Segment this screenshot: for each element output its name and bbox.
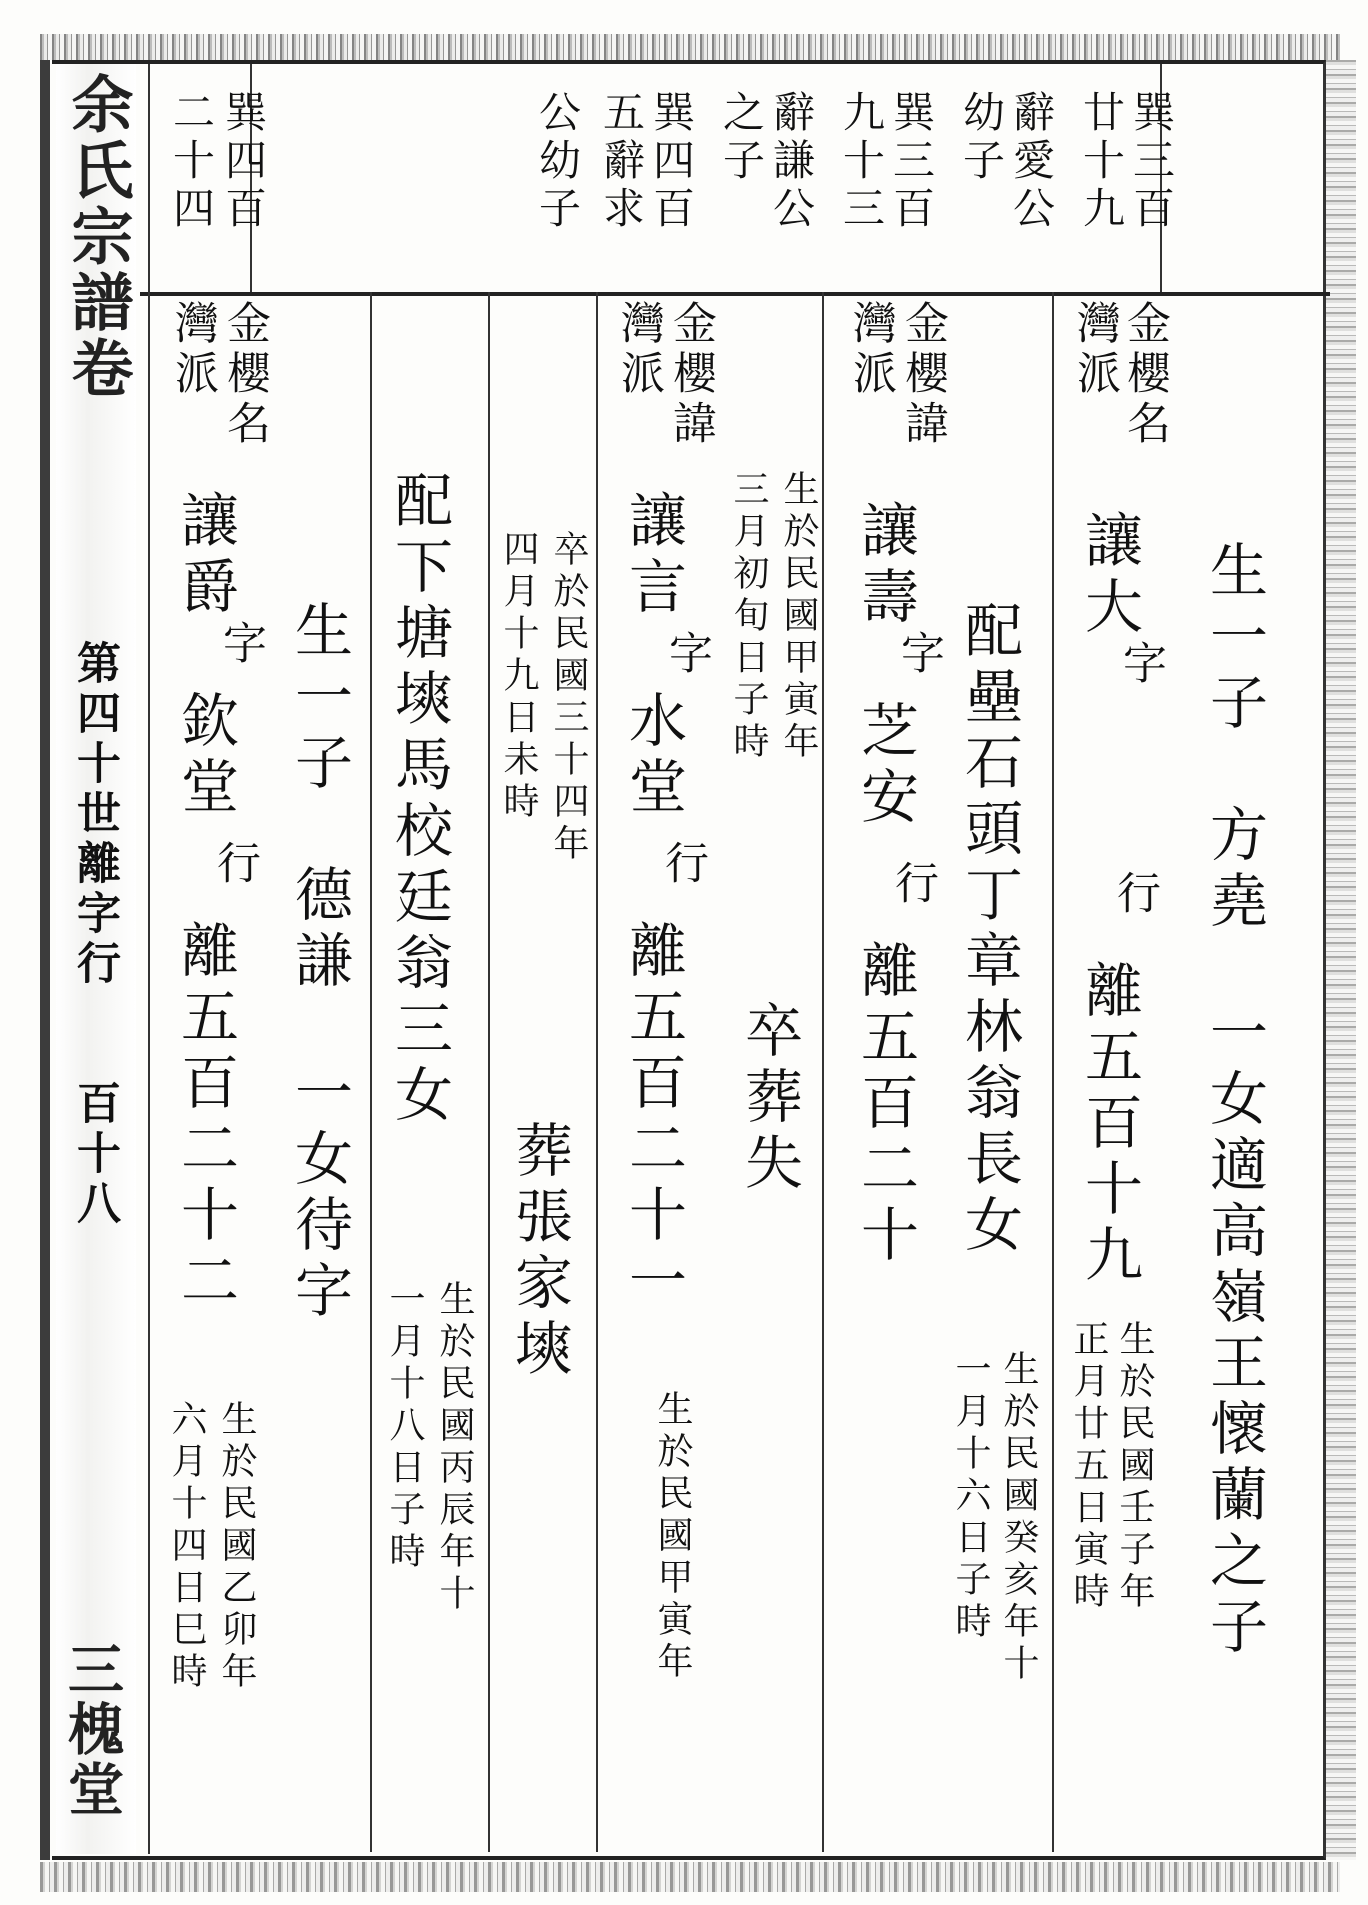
column-rule bbox=[370, 292, 372, 1852]
branch-label: 灣派 bbox=[167, 300, 218, 400]
person-name: 讓大 bbox=[1075, 510, 1143, 642]
header-rule bbox=[140, 292, 1330, 296]
branch-label: 灣派 bbox=[845, 300, 896, 400]
book-title: 余氏宗譜卷 bbox=[61, 72, 134, 402]
generation-rank: 離五百二十 bbox=[851, 940, 919, 1270]
header-text: 幼子 bbox=[957, 90, 1006, 186]
person-name: 讓壽 bbox=[851, 500, 919, 632]
header-text: 五辭求 bbox=[597, 90, 646, 234]
generation-note: 第四十世離字行 bbox=[69, 640, 120, 990]
column-rule bbox=[596, 292, 598, 1852]
death-note: 卒葬失 bbox=[735, 1000, 803, 1198]
zi-mark: 字 bbox=[661, 630, 712, 680]
death-date: 四月十九日未時 bbox=[498, 530, 539, 824]
spouse-birth-date: 一月十八日子時 bbox=[384, 1280, 425, 1574]
hang-mark: 行 bbox=[657, 840, 708, 890]
birth-date: 生於民國壬子年 bbox=[1114, 1320, 1155, 1614]
header-text: 之子 bbox=[717, 90, 766, 186]
generation-rank: 離五百二十一 bbox=[619, 920, 687, 1316]
branch-label: 金櫻諱 bbox=[897, 300, 948, 450]
header-text: 巽三百 bbox=[1127, 90, 1176, 234]
birth-date: 生於民國乙卯年 bbox=[216, 1400, 257, 1694]
hang-mark: 行 bbox=[887, 860, 938, 910]
scan-edge-bottom bbox=[40, 1862, 1340, 1892]
page-number: 百十八 bbox=[69, 1080, 120, 1230]
column-rule bbox=[822, 292, 824, 1852]
birth-date: 正月廿五日寅時 bbox=[1068, 1320, 1109, 1614]
zi-mark: 字 bbox=[893, 630, 944, 680]
header-text: 辭謙公 bbox=[767, 90, 816, 234]
children-note: 生一子 德謙 一女待字 bbox=[285, 600, 353, 1326]
branch-label: 金櫻諱 bbox=[665, 300, 716, 450]
zi-mark: 字 bbox=[1115, 640, 1166, 690]
burial-note: 葬張家塽 bbox=[505, 1120, 573, 1384]
header-text: 巽四百 bbox=[647, 90, 696, 234]
column-rule bbox=[148, 64, 150, 1854]
birth-date: 生於民國甲寅年 bbox=[652, 1390, 693, 1684]
generation-rank: 離五百二十二 bbox=[171, 920, 239, 1316]
branch-label: 灣派 bbox=[1069, 300, 1120, 400]
death-date: 卒於民國三十四年 bbox=[548, 530, 589, 866]
spouse-note: 配下塘塽馬校廷翁三女 bbox=[385, 470, 453, 1130]
courtesy-name: 水堂 bbox=[619, 690, 687, 822]
generation-rank: 離五百十九 bbox=[1075, 960, 1143, 1290]
header-text: 公幼子 bbox=[533, 90, 582, 234]
spouse-note: 配壘石頭丁章林翁長女 bbox=[955, 600, 1023, 1260]
column-rule bbox=[488, 292, 490, 1852]
scan-edge-top bbox=[40, 34, 1340, 60]
column-rule bbox=[1052, 292, 1054, 1852]
header-text: 二十四 bbox=[167, 90, 216, 234]
courtesy-name: 芝安 bbox=[851, 700, 919, 832]
birth-date: 生於民國甲寅年 bbox=[778, 470, 819, 764]
birth-date: 三月初旬日子時 bbox=[728, 470, 769, 764]
birth-date: 六月十四日巳時 bbox=[166, 1400, 207, 1694]
branch-label: 金櫻名 bbox=[219, 300, 270, 450]
scan-edge-left bbox=[40, 60, 50, 1860]
hall-name: 三槐堂 bbox=[59, 1640, 125, 1820]
header-text: 廿十九 bbox=[1077, 90, 1126, 234]
header-text: 辭愛公 bbox=[1007, 90, 1056, 234]
person-name: 讓言 bbox=[619, 490, 687, 622]
hang-mark: 行 bbox=[209, 840, 260, 890]
header-text: 巽四百 bbox=[219, 90, 268, 234]
spouse-birth-date: 一月十六日子時 bbox=[950, 1350, 991, 1644]
branch-label: 金櫻名 bbox=[1119, 300, 1170, 450]
header-text: 巽三百 bbox=[887, 90, 936, 234]
children-note: 生一子 方堯 一女適高嶺王懷蘭之子 bbox=[1200, 540, 1268, 1662]
branch-label: 灣派 bbox=[613, 300, 664, 400]
spouse-birth-date: 生於民國丙辰年十 bbox=[434, 1280, 475, 1616]
person-name: 讓爵 bbox=[171, 490, 239, 622]
hang-mark: 行 bbox=[1109, 870, 1160, 920]
spouse-birth-date: 生於民國癸亥年十 bbox=[998, 1350, 1039, 1686]
header-text: 九十三 bbox=[837, 90, 886, 234]
scan-edge-right bbox=[1326, 60, 1356, 1860]
zi-mark: 字 bbox=[215, 620, 266, 670]
courtesy-name: 欽堂 bbox=[171, 690, 239, 822]
